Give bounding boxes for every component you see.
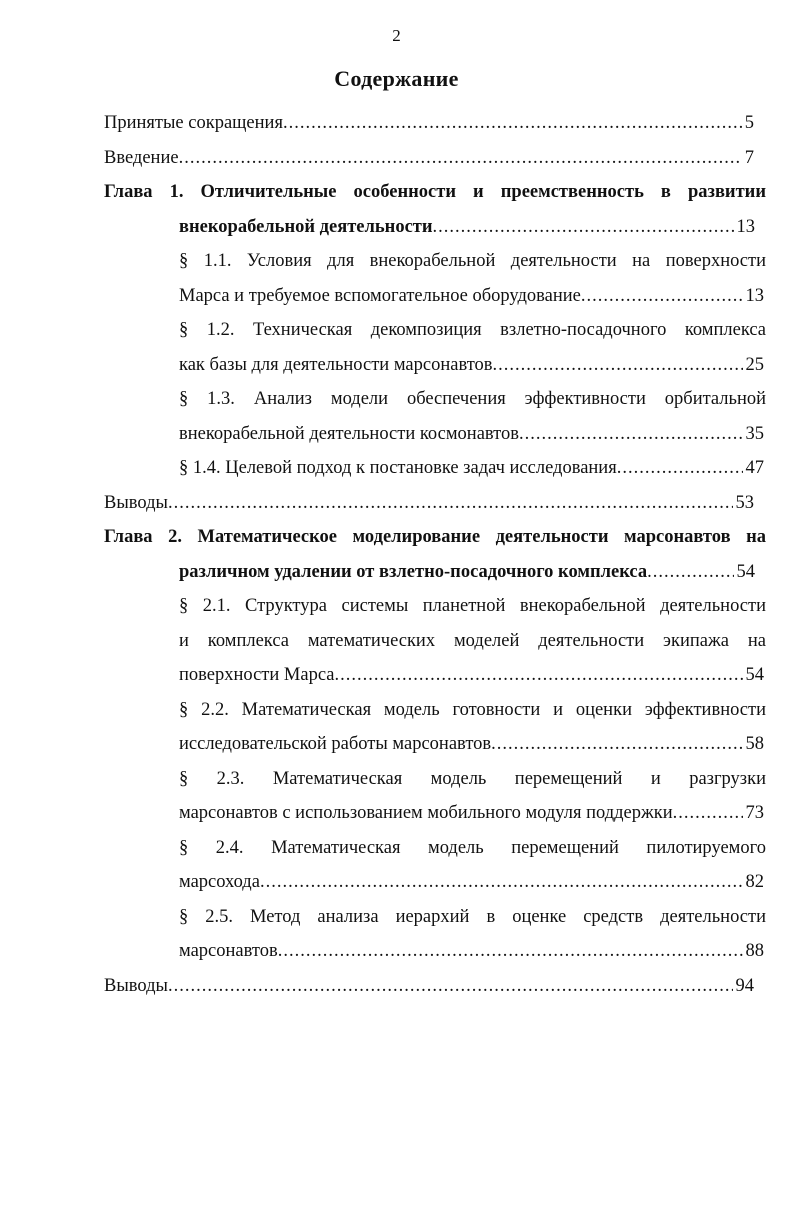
dot-leader <box>519 417 742 452</box>
toc-section-2-1-line-2[interactable]: и комплекса математических моделей деятельности экипажа на <box>179 630 766 651</box>
toc-page-number: 35 <box>745 423 764 444</box>
toc-page-number: 53 <box>735 492 754 513</box>
toc-entry-text: § 1.4. Целевой подход к постановке задач исследования <box>179 458 617 478</box>
toc-page-number: 82 <box>745 872 764 892</box>
page-number: 2 <box>392 26 401 45</box>
toc-section-1-2-continuation[interactable] <box>179 348 764 383</box>
toc-section-2-4-continuation[interactable] <box>179 865 764 900</box>
toc-page-number: 7 <box>744 147 754 168</box>
toc-entry-text: Марса и требуемое вспомогательное оборудование <box>179 285 581 306</box>
toc-entry-text: внекорабельной деятельности космонавтов <box>179 423 520 444</box>
dot-leader <box>581 279 743 314</box>
toc-chapter-2-continuation[interactable] <box>179 555 755 590</box>
toc-page-number: 54 <box>745 665 764 685</box>
toc-section-2-1[interactable]: § 2.1. Структура системы планетной внекорабельной деятельности <box>179 596 766 616</box>
dot-leader <box>433 210 734 245</box>
toc-entry-abbreviations[interactable] <box>104 106 754 141</box>
toc-page-number: 88 <box>745 941 764 961</box>
dot-leader <box>179 141 742 176</box>
toc-entry-text: марсохода <box>179 872 260 892</box>
toc-section-1-1-continuation[interactable] <box>179 279 764 314</box>
toc-section-2-3[interactable]: § 2.3. Математическая модель перемещений и разгрузки <box>179 768 766 789</box>
toc-page-number: 73 <box>745 803 764 823</box>
toc-entry-text: исследовательской работы марсонавтов <box>179 734 492 754</box>
toc-section-1-2[interactable]: § 1.2. Техническая декомпозиция взлетно-посадочного комплекса <box>179 320 766 340</box>
toc-page-number: 5 <box>744 113 754 133</box>
toc-chapter-1-continuation[interactable] <box>179 210 755 245</box>
toc-entry-text: Введение <box>104 147 179 168</box>
toc-page-number: 47 <box>745 458 764 478</box>
dot-leader <box>673 796 743 831</box>
toc-section-2-2[interactable]: § 2.2. Математическая модель готовности и оценки эффективности <box>179 699 766 720</box>
dot-leader <box>647 555 733 590</box>
toc-section-1-3[interactable]: § 1.3. Анализ модели обеспечения эффективности орбитальной <box>179 389 766 409</box>
toc-entry-text: марсонавтов <box>179 941 278 961</box>
dot-leader <box>493 348 743 383</box>
toc-section-2-1-continuation[interactable] <box>179 658 764 693</box>
toc-entry-text: Выводы <box>104 492 168 513</box>
toc-page-number: 94 <box>735 975 754 996</box>
dot-leader <box>260 865 743 900</box>
dot-leader <box>617 451 743 486</box>
toc-entry-text: Принятые сокращения <box>104 113 283 133</box>
toc-entry-conclusions-1[interactable] <box>104 486 754 521</box>
toc-entry-text: Выводы <box>104 975 168 996</box>
dot-leader <box>283 106 742 141</box>
toc-chapter-1-heading[interactable]: Глава 1. Отличительные особенности и преемственность в развитии <box>104 182 766 202</box>
toc-section-1-3-continuation[interactable] <box>179 417 764 452</box>
toc-section-2-5-continuation[interactable] <box>179 934 764 969</box>
toc-page-number: 13 <box>736 216 755 237</box>
toc-entry-text: как базы для деятельности марсонавтов <box>179 354 493 375</box>
page-title: Содержание <box>334 66 459 91</box>
dot-leader <box>168 969 733 1004</box>
toc-entry-conclusions-2[interactable] <box>104 969 754 1004</box>
dot-leader <box>278 934 743 969</box>
dot-leader <box>491 727 742 762</box>
toc-section-1-4[interactable] <box>179 451 764 486</box>
table-of-contents <box>0 106 793 1003</box>
toc-section-2-4[interactable]: § 2.4. Математическая модель перемещений пилотируемого <box>179 837 766 858</box>
toc-entry-introduction[interactable] <box>104 141 754 176</box>
toc-page-number: 58 <box>745 734 764 754</box>
toc-page-number: 25 <box>745 354 764 375</box>
toc-page-number: 13 <box>745 285 764 306</box>
toc-page-number: 54 <box>736 561 755 582</box>
toc-entry-text: поверхности Марса <box>179 665 335 685</box>
toc-section-2-2-continuation[interactable] <box>179 727 764 762</box>
dot-leader <box>334 658 742 693</box>
toc-entry-text: марсонавтов с использованием мобильного модуля поддержки <box>179 803 673 823</box>
toc-section-2-5[interactable]: § 2.5. Метод анализа иерархий в оценке средств деятельности <box>179 906 766 927</box>
dot-leader <box>168 486 733 521</box>
toc-section-1-1[interactable]: § 1.1. Условия для внекорабельной деятельности на поверхности <box>179 251 766 271</box>
toc-chapter-2-heading[interactable]: Глава 2. Математическое моделирование деятельности марсонавтов на <box>104 527 766 547</box>
toc-entry-text: различном удалении от взлетно-посадочного комплекса <box>179 561 648 582</box>
toc-section-2-3-continuation[interactable] <box>179 796 764 831</box>
toc-entry-text: внекорабельной деятельности <box>179 216 433 237</box>
